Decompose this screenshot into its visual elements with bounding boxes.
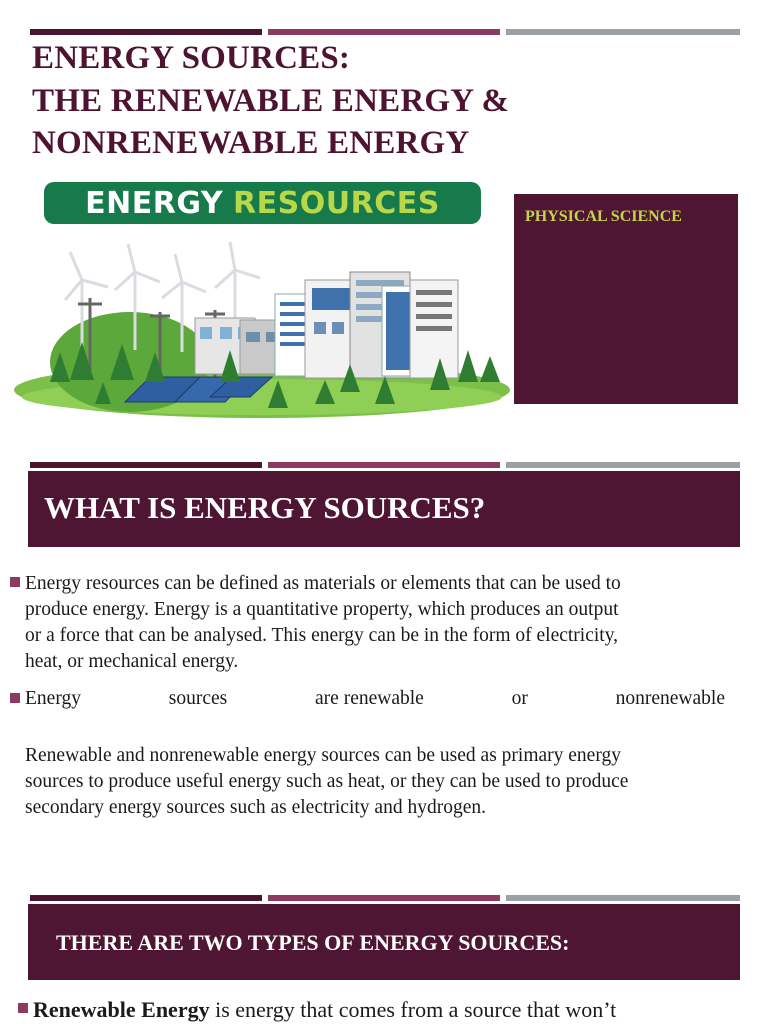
section-heading-box — [28, 471, 740, 547]
paragraph-line: secondary energy sources such as electricity and hydrogen. — [25, 797, 486, 818]
word: are renewable — [315, 688, 424, 709]
accent-bar-gray — [506, 29, 740, 35]
section-heading-box — [28, 904, 740, 980]
accent-bar-pink — [268, 462, 500, 468]
bullet-icon — [10, 577, 20, 587]
energy-city-illustration — [10, 232, 515, 424]
renewable-energy-text: is energy that comes from a source that won’t — [209, 997, 617, 1022]
slide-title-line-1: ENERGY SOURCES: — [32, 40, 351, 76]
accent-bar-gray — [506, 895, 740, 901]
accent-bar-pink — [268, 895, 500, 901]
paragraph-2 — [25, 743, 628, 821]
section-heading: WHAT IS ENERGY SOURCES? — [44, 490, 486, 525]
word: or — [511, 688, 528, 709]
paragraph-line: Energy resources can be defined as materials or elements that can be used to — [25, 573, 621, 594]
renewable-energy-term: Renewable Energy — [33, 997, 210, 1022]
energy-resources-banner — [44, 182, 481, 224]
paragraph-line: or a force that can be analysed. This energy can be in the form of electricity, — [25, 625, 619, 646]
slide-title-line-3: NONRENEWABLE ENERGY — [32, 125, 470, 161]
paragraph-line: Renewable and nonrenewable energy sources can be used as primary energy — [25, 745, 621, 766]
paragraph-1 — [25, 571, 621, 675]
paragraph-line: heat, or mechanical energy. — [25, 651, 239, 672]
paragraph-line: sources to produce useful energy such as heat, or they can be used to produce — [25, 771, 629, 792]
word: Energy — [25, 688, 81, 709]
accent-bar-gray — [506, 462, 740, 468]
section-heading: THERE ARE TWO TYPES OF ENERGY SOURCES: — [56, 930, 570, 955]
word: nonrenewable — [615, 688, 725, 709]
accent-bar-dark — [30, 29, 262, 35]
word: sources — [168, 688, 228, 709]
paragraph-line: produce energy. Energy is a quantitative property, which produces an output — [25, 599, 619, 620]
subject-label: PHYSICAL SCIENCE — [525, 208, 682, 225]
accent-bar-dark — [30, 895, 262, 901]
accent-bar-dark — [30, 462, 262, 468]
slide-title-line-2: THE RENEWABLE ENERGY & — [32, 83, 510, 119]
accent-bar-pink — [268, 29, 500, 35]
subject-box — [514, 194, 738, 404]
banner-word-2: RESOURCES — [233, 185, 440, 221]
bullet-line-2 — [25, 688, 725, 710]
renewable-energy-line — [33, 997, 616, 1023]
bullet-icon — [18, 1003, 28, 1013]
bullet-icon — [10, 693, 20, 703]
banner-word-1: ENERGY — [85, 185, 224, 221]
